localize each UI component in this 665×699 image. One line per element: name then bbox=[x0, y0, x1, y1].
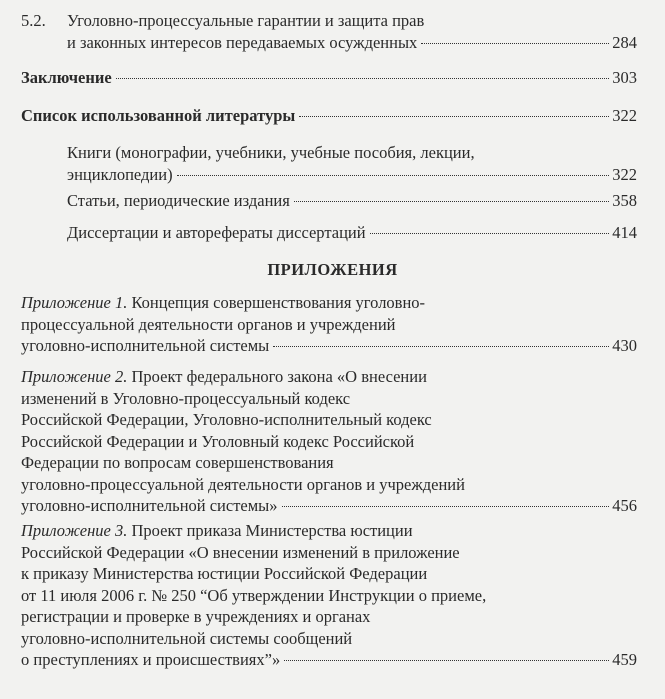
toc-entry-text: Концепция совершенствования уголовно- bbox=[127, 293, 426, 312]
toc-entry-appendix-1 bbox=[21, 292, 637, 357]
toc-entry-text: Проект приказа Министерства юстиции bbox=[127, 521, 413, 540]
toc-entry-conclusion bbox=[21, 67, 637, 89]
toc-entry-text: и законных интересов передаваемых осужденных bbox=[67, 32, 418, 52]
toc-entry-5-2 bbox=[21, 10, 637, 53]
toc-entry-text: о преступлениях и происшествиях”» bbox=[21, 650, 281, 669]
leader-dots bbox=[177, 175, 610, 176]
page-number: 322 bbox=[612, 106, 637, 125]
toc-entry-text: уголовно-исполнительной системы сообщений bbox=[21, 628, 353, 648]
appendix-label: Приложение 1. bbox=[21, 293, 128, 312]
page-number: 456 bbox=[612, 496, 637, 515]
page-number: 414 bbox=[612, 223, 637, 242]
toc-entry-text: энциклопедии) bbox=[67, 164, 173, 184]
toc-entry-appendix-3 bbox=[21, 520, 637, 671]
leader-dots bbox=[370, 233, 610, 234]
toc-entry-text: процессуальной деятельности органов и учреждений bbox=[21, 314, 396, 334]
toc-entry-text: регистрации и проверке в учреждениях и органах bbox=[21, 607, 371, 626]
leader-dots bbox=[284, 660, 609, 661]
toc-entry-text: Федерации по вопросам совершенствования bbox=[21, 453, 334, 472]
leader-dots bbox=[299, 116, 609, 117]
page-number: 358 bbox=[612, 191, 637, 210]
leader-dots bbox=[294, 201, 609, 202]
leader-dots bbox=[273, 346, 609, 347]
page-number: 303 bbox=[612, 68, 637, 87]
toc-entry-text: Российской Федерации «О внесении изменений в приложение bbox=[21, 542, 460, 562]
leader-dots bbox=[421, 43, 609, 44]
toc-entry-text: уголовно-исполнительной системы bbox=[21, 336, 270, 355]
toc-subentry-articles bbox=[67, 190, 637, 212]
toc-entry-text: Российской Федерации, Уголовно-исполнительный кодекс bbox=[21, 410, 432, 429]
page-number: 284 bbox=[612, 32, 637, 52]
toc-entry-title: Диссертации и авторефераты диссертаций bbox=[67, 223, 366, 242]
toc-entry-text: Проект федерального закона «О внесении bbox=[127, 367, 427, 386]
toc-entry-title: Заключение bbox=[21, 68, 112, 87]
toc-entry-literature bbox=[21, 105, 637, 127]
appendix-label: Приложение 2. bbox=[21, 367, 128, 386]
appendix-label: Приложение 3. bbox=[21, 521, 128, 540]
toc-entry-text: уголовно-процессуальной деятельности органов и учреждений bbox=[21, 474, 465, 494]
appendices-heading: ПРИЛОЖЕНИЯ bbox=[267, 260, 398, 279]
leader-dots bbox=[116, 78, 610, 79]
toc-entry-text: к приказу Министерства юстиции Российской Федерации bbox=[21, 564, 428, 583]
page-number: 459 bbox=[612, 650, 637, 669]
toc-entry-title: Статьи, периодические издания bbox=[67, 191, 290, 210]
toc-entry-number: 5.2. bbox=[21, 11, 46, 30]
page-number: 430 bbox=[612, 336, 637, 355]
toc-entry-text: Российской Федерации и Уголовный кодекс Российской bbox=[21, 431, 415, 451]
toc-subentry-books bbox=[67, 142, 637, 185]
leader-dots bbox=[282, 506, 610, 507]
toc-subentry-dissertations bbox=[67, 222, 637, 244]
page-number: 322 bbox=[612, 164, 637, 184]
toc-entry-text: Уголовно-процессуальные гарантии и защита прав bbox=[67, 11, 425, 30]
toc-entry-title: Список использованной литературы bbox=[21, 106, 296, 125]
toc-entry-text: уголовно-исполнительной системы» bbox=[21, 496, 278, 515]
toc-entry-text: изменений в Уголовно-процессуальный кодекс bbox=[21, 388, 351, 408]
toc-entry-appendix-2 bbox=[21, 366, 637, 517]
toc-entry-text: от 11 июля 2006 г. № 250 “Об утверждении Инструкции о приеме, bbox=[21, 585, 487, 605]
toc-entry-text: Книги (монографии, учебники, учебные пособия, лекции, bbox=[67, 143, 475, 162]
